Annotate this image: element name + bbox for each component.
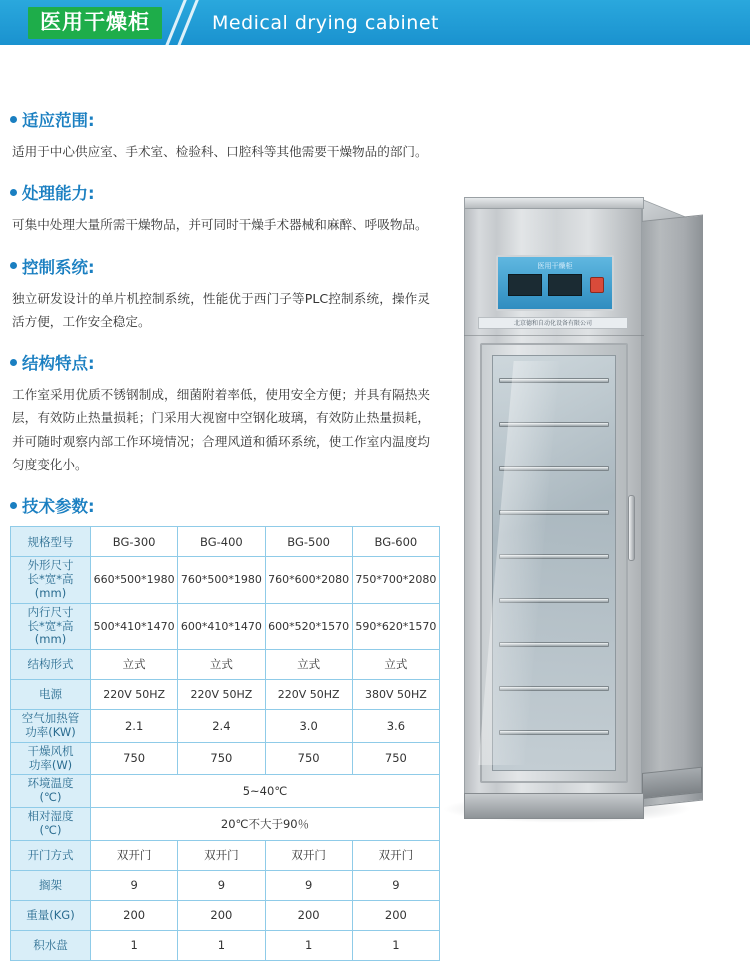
row-label: 重量(KG) xyxy=(11,900,91,930)
row-label-line1: 空气加热管 xyxy=(21,711,80,726)
power-switch[interactable] xyxy=(590,277,604,293)
timer-display xyxy=(548,274,582,296)
table-cell: 双开门 xyxy=(352,840,439,870)
row-label xyxy=(11,775,91,808)
section-control-title-text: 控制系统: xyxy=(22,257,95,277)
table-cell: 1 xyxy=(178,930,265,960)
row-label xyxy=(11,742,91,775)
control-panel[interactable] xyxy=(496,255,614,311)
section-capacity xyxy=(10,180,430,236)
table-header-cell: BG-500 xyxy=(265,527,352,557)
row-label xyxy=(11,557,91,603)
product-photo xyxy=(432,195,742,855)
row-label-line1: 干燥风机 xyxy=(27,743,74,758)
table-cell: 3.0 xyxy=(265,710,352,743)
table-cell: 立式 xyxy=(352,650,439,680)
table-cell: 600*520*1570 xyxy=(265,603,352,649)
table-cell: 1 xyxy=(265,930,352,960)
section-scope-title-text: 适应范围: xyxy=(22,111,95,130)
table-cell: 590*620*1570 xyxy=(352,603,439,649)
bullet-icon xyxy=(10,502,17,509)
table-cell: 9 xyxy=(178,870,265,900)
table-cell: 双开门 xyxy=(91,840,178,870)
table-row xyxy=(11,775,440,808)
table-cell-merged: 5~40℃ xyxy=(91,775,440,808)
table-cell: 500*410*1470 xyxy=(91,603,178,649)
table-cell: 2.1 xyxy=(91,710,178,743)
row-label: 搁架 xyxy=(11,870,91,900)
row-label-line2: (℃) xyxy=(39,790,62,805)
section-params xyxy=(10,493,437,960)
door-handle[interactable] xyxy=(628,495,635,561)
row-label: 开门方式 xyxy=(11,840,91,870)
table-cell: 双开门 xyxy=(265,840,352,870)
table-row xyxy=(11,900,440,930)
bullet-icon xyxy=(10,359,17,366)
table-cell: 220V 50HZ xyxy=(265,680,352,710)
row-label-line1: 环境温度 xyxy=(27,776,74,791)
table-row xyxy=(11,807,440,840)
table-cell: 220V 50HZ xyxy=(91,680,178,710)
table-row xyxy=(11,557,440,603)
section-scope-body: 适用于中心供应室、手术室、检验科、口腔科等其他需要干燥物品的部门。 xyxy=(12,144,428,159)
table-cell: 立式 xyxy=(91,650,178,680)
table-cell: 750 xyxy=(352,742,439,775)
section-capacity-body: 可集中处理大量所需干燥物品，并可同时干燥手术器械和麻醉、呼吸物品。 xyxy=(12,217,428,233)
row-label-line2: 功率(KW) xyxy=(25,724,76,739)
table-cell: 660*500*1980 xyxy=(91,557,178,603)
table-row xyxy=(11,650,440,680)
table-row xyxy=(11,930,440,960)
table-cell: 600*410*1470 xyxy=(178,603,265,649)
table-cell: 750 xyxy=(265,742,352,775)
table-cell: 9 xyxy=(91,870,178,900)
section-params-title-text: 技术参数: xyxy=(22,497,95,517)
table-cell: 2.4 xyxy=(178,710,265,743)
section-structure xyxy=(10,350,430,476)
page-header xyxy=(0,0,750,45)
table-cell: 1 xyxy=(352,930,439,960)
row-label-line2: 长*宽*高(mm) xyxy=(27,618,74,647)
section-capacity-title-text: 处理能力: xyxy=(22,184,95,204)
table-cell: 760*500*1980 xyxy=(178,557,265,603)
row-label: 电源 xyxy=(11,680,91,710)
row-label-line2: 功率(W) xyxy=(28,757,73,772)
table-header-cell: 规格型号 xyxy=(11,527,91,557)
table-cell: 200 xyxy=(178,900,265,930)
table-cell: 220V 50HZ xyxy=(178,680,265,710)
row-label: 结构形式 xyxy=(11,650,91,680)
cabinet-door[interactable] xyxy=(480,343,628,783)
table-cell: 760*600*2080 xyxy=(265,557,352,603)
header-title-en: Medical drying cabinet xyxy=(212,11,439,34)
section-structure-title-text: 结构特点: xyxy=(22,354,95,374)
section-scope-title xyxy=(10,107,430,131)
section-control xyxy=(10,254,430,334)
table-cell: 750*700*2080 xyxy=(352,557,439,603)
table-row xyxy=(11,603,440,649)
row-label-line1: 相对湿度 xyxy=(27,808,74,823)
bullet-icon xyxy=(10,189,17,196)
spec-text-column xyxy=(10,107,437,961)
bullet-icon xyxy=(10,116,17,123)
bullet-icon xyxy=(10,262,17,269)
section-structure-title xyxy=(10,350,430,374)
row-label-line1: 外形尺寸 xyxy=(27,558,74,573)
specifications-table xyxy=(10,526,440,960)
table-cell: 380V 50HZ xyxy=(352,680,439,710)
table-row xyxy=(11,680,440,710)
table-row xyxy=(11,870,440,900)
table-header-cell: BG-600 xyxy=(352,527,439,557)
cabinet-top-cap xyxy=(464,197,644,209)
table-cell: 9 xyxy=(352,870,439,900)
row-label xyxy=(11,807,91,840)
section-control-title xyxy=(10,254,430,278)
temperature-display xyxy=(508,274,542,296)
section-scope xyxy=(10,107,430,163)
row-label-line2: (℃) xyxy=(39,822,62,837)
table-cell: 3.6 xyxy=(352,710,439,743)
table-header-cell: BG-300 xyxy=(91,527,178,557)
table-cell: 200 xyxy=(91,900,178,930)
row-label xyxy=(11,710,91,743)
table-cell: 200 xyxy=(265,900,352,930)
section-params-title xyxy=(10,493,430,517)
header-badge-cn: 医用干燥柜 xyxy=(28,7,162,39)
cabinet-base-plate xyxy=(464,793,644,819)
row-label xyxy=(11,603,91,649)
table-row xyxy=(11,710,440,743)
table-header-cell: BG-400 xyxy=(178,527,265,557)
table-cell: 200 xyxy=(352,900,439,930)
table-cell: 9 xyxy=(265,870,352,900)
section-control-body: 独立研发设计的单片机控制系统，性能优于西门子等PLC控制系统，操作灵活方便，工作安全稳定。 xyxy=(12,290,430,329)
table-cell: 双开门 xyxy=(178,840,265,870)
cabinet-right-side-panel xyxy=(641,214,703,807)
table-cell: 750 xyxy=(91,742,178,775)
cabinet-panel-seam xyxy=(464,335,644,336)
table-cell: 1 xyxy=(91,930,178,960)
table-cell: 750 xyxy=(178,742,265,775)
table-header-row xyxy=(11,527,440,557)
table-row xyxy=(11,840,440,870)
row-label-line1: 内行尺寸 xyxy=(27,604,74,619)
table-cell: 立式 xyxy=(178,650,265,680)
row-label-line2: 长*宽*高(mm) xyxy=(27,572,74,600)
table-row xyxy=(11,742,440,775)
header-slash-decoration xyxy=(166,0,206,45)
table-cell: 立式 xyxy=(265,650,352,680)
section-structure-body: 工作室采用优质不锈钢制成，细菌附着率低，使用安全方便；并具有隔热夹层，有效防止热量损耗；门采用大视窗中空钢化玻璃，有效防止热量损耗，并可随时观察内部工作环境情况；合理风道和循环系统，使工作室内温度均匀度变化小。 xyxy=(12,387,430,473)
row-label: 积水盘 xyxy=(11,930,91,960)
manufacturer-nameplate: 北京德和自动化设备有限公司 xyxy=(478,317,628,329)
control-panel-title: 医用干燥柜 xyxy=(537,262,573,270)
table-cell-merged: 20℃不大于90％ xyxy=(91,807,440,840)
section-capacity-title xyxy=(10,180,430,204)
